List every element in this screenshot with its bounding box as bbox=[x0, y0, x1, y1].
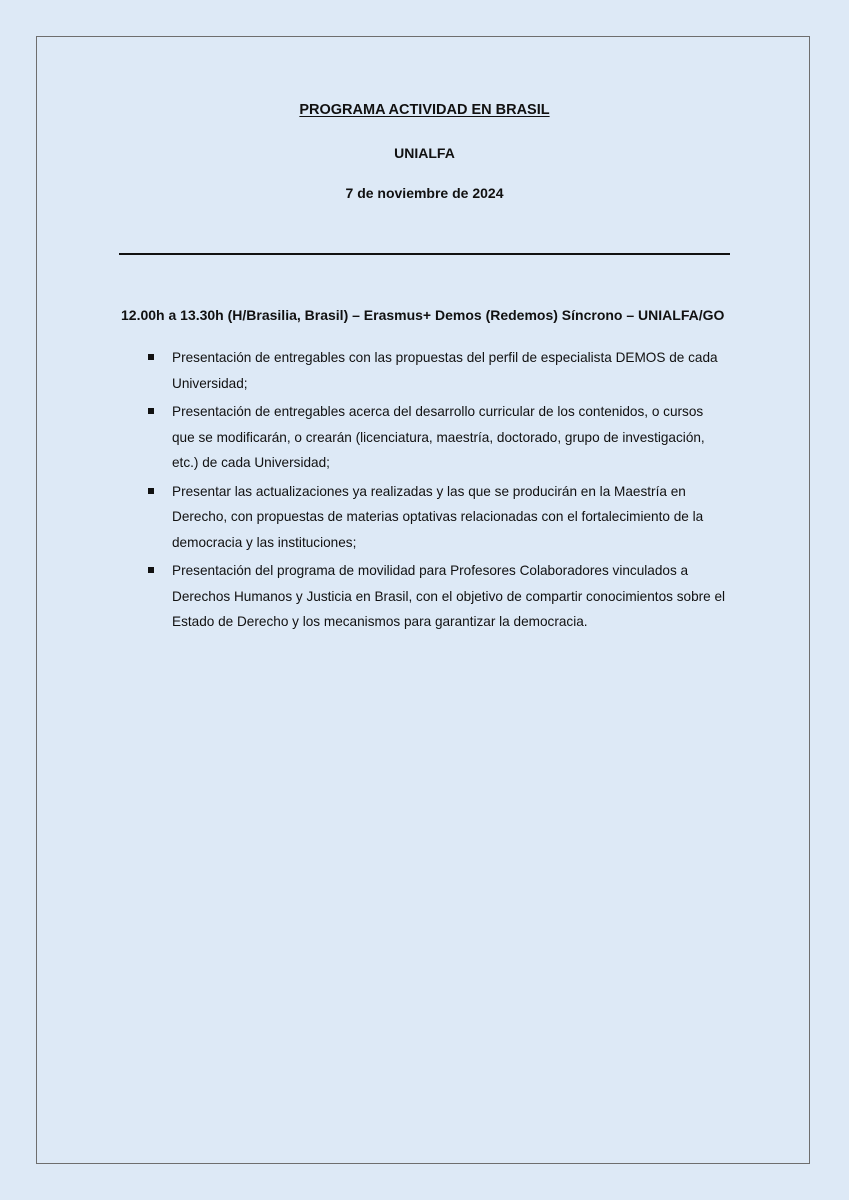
agenda-list bbox=[146, 345, 728, 638]
document-date: 7 de noviembre de 2024 bbox=[345, 185, 504, 201]
square-bullet-icon bbox=[148, 488, 154, 494]
square-bullet-icon bbox=[148, 354, 154, 360]
session-heading: 12.00h a 13.30h (H/Brasilia, Brasil) – Erasmus+ Demos (Redemos) Síncrono – UNIALFA/GO bbox=[121, 307, 725, 323]
square-bullet-icon bbox=[148, 567, 154, 573]
header-divider bbox=[119, 253, 730, 255]
organization-name: UNIALFA bbox=[394, 145, 455, 161]
document-title: PROGRAMA ACTIVIDAD EN BRASIL bbox=[299, 102, 550, 118]
agenda-item-text: Presentación de entregables con las propuestas del perfil de especialista DEMOS de cada Universidad; bbox=[172, 350, 718, 391]
square-bullet-icon bbox=[148, 408, 154, 414]
agenda-item bbox=[146, 558, 728, 635]
agenda-item bbox=[146, 479, 728, 556]
agenda-item-text: Presentar las actualizaciones ya realizadas y las que se producirán en la Maestría en Derecho, con propuestas de materias optativas relacionadas con el fortalecimiento de la democracia y las instituciones; bbox=[172, 483, 704, 550]
agenda-item bbox=[146, 345, 728, 396]
agenda-item-text: Presentación del programa de movilidad para Profesores Colaboradores vinculados a Derechos Humanos y Justicia en Brasil, con el objetivo de compartir conocimientos sobre el Estado de Derecho y los mecanismos para garantizar la democracia. bbox=[172, 563, 726, 629]
agenda-item bbox=[146, 399, 728, 476]
agenda-item-text: Presentación de entregables acerca del desarrollo curricular de los contenidos, o cursos que se modificarán, o crearán (licenciatura, maestría, doctorado, grupo de investigación, etc.) de cada Universidad; bbox=[172, 404, 705, 470]
